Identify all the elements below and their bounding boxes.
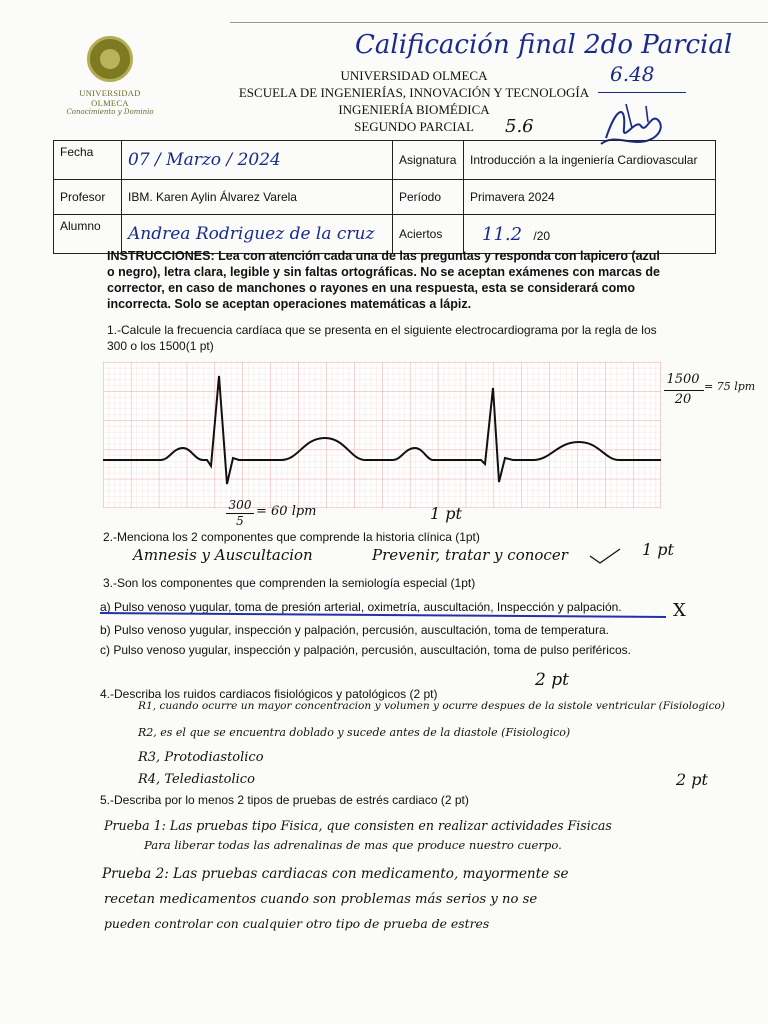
ecg-strip: [103, 362, 661, 508]
question-3: 3.-Son los componentes que comprenden la semiología especial (1pt): [103, 576, 476, 590]
calc-right-num: 1500: [666, 372, 700, 387]
check-mark-icon: [588, 546, 622, 566]
periodo-label: Período: [393, 180, 464, 215]
grade-title: Calificación final 2do Parcial: [355, 30, 733, 60]
fecha-label: Fecha: [54, 141, 122, 180]
calc-right-den: 20: [674, 392, 692, 407]
partial-score: 5.6: [505, 116, 534, 137]
prueba-2-line-1: Prueba 2: Las pruebas cardiacas con medicamento, mayormente se: [102, 866, 569, 882]
alumno-value: Andrea Rodriguez de la cruz: [122, 215, 393, 254]
q4-score: 2 pt: [535, 670, 569, 690]
aciertos-total: /20: [533, 228, 551, 243]
q4-r3: R3, Protodiastolico: [138, 750, 264, 765]
q5-score: 2 pt: [676, 770, 708, 789]
question-1: 1.-Calcule la frecuencia cardíaca que se presenta en el siguiente electrocardiograma por la regla de los 300 o los 1500(1 pt): [107, 323, 657, 353]
aciertos-value: 11.2: [482, 223, 523, 245]
q4-r4: R4, Telediastolico: [138, 772, 255, 787]
logo-name: UNIVERSIDAD OLMECA: [79, 88, 141, 108]
prueba-1-line-1: Prueba 1: Las pruebas tipo Fisica, que consisten en realizar actividades Fisicas: [104, 818, 612, 833]
q1-score: 1 pt: [430, 504, 462, 523]
header-school: ESCUELA DE INGENIERÍAS, INNOVACIÓN Y TECNOLOGÍA: [238, 85, 590, 100]
periodo-value: Primavera 2024: [464, 180, 716, 215]
alumno-label: Alumno: [54, 215, 122, 254]
seal-icon: [87, 36, 133, 82]
calc-bottom-num: 300: [228, 498, 252, 512]
calc-bottom-den: 5: [236, 514, 244, 528]
q3-option-c: c) Pulso venoso yugular, inspección y palpación, percusión, auscultación, toma de pulso periféricos.: [100, 643, 631, 657]
q2-score: 1 pt: [642, 540, 674, 559]
question-5: 5.-Describa por lo menos 2 tipos de pruebas de estrés cardiaco (2 pt): [100, 793, 469, 807]
profesor-value: IBM. Karen Aylin Álvarez Varela: [122, 180, 393, 215]
question-4: 4.-Describa los ruidos cardiacos fisiológicos y patológicos (2 pt): [100, 687, 438, 701]
ecg-grid: [103, 362, 661, 508]
info-table: [53, 140, 716, 254]
calc-bottom-result: = 60 lpm: [256, 504, 317, 519]
fecha-value: 07 / Marzo / 2024: [122, 141, 393, 180]
q2-answer-b: Prevenir, tratar y conocer: [372, 546, 568, 564]
university-logo: [60, 36, 160, 116]
q4-r2: R2, es el que se encuentra doblado y sucede antes de la diastole (Fisiologico): [138, 726, 571, 739]
logo-motto: Conocimiento y Dominio: [66, 108, 154, 116]
calc-right-bar: [664, 390, 704, 391]
question-2: 2.-Menciona los 2 componentes que comprende la historia clínica (1pt): [103, 530, 480, 544]
calc-right-result: = 75 lpm: [704, 380, 756, 393]
final-score: 6.48: [610, 62, 655, 86]
q2-answer-a: Amnesis y Auscultacion: [133, 546, 313, 564]
q3-option-b: b) Pulso venoso yugular, inspección y palpación, percusión, auscultación, toma de temperatura.: [100, 623, 609, 637]
instructions: INSTRUCCIONES: Lea con atención cada una de las preguntas y responda con lapicero (azul o negro), letra clara, legible y sin faltas ortográficas. No se aceptan exámenes con marcas de corrector, en caso de manchones o rayones en una respuesta, esta se considerará como incorrecta. Solo se aceptan operaciones matemáticas a lápiz.: [107, 249, 660, 311]
q3-option-a: a) Pulso venoso yugular, toma de presión arterial, oximetría, auscultación, Inspección y palpación.: [100, 600, 622, 614]
header-university: UNIVERSIDAD OLMECA: [340, 68, 488, 83]
q4-r1: R1, cuando ocurre un mayor concentracion y volumen y ocurre despues de la sistole ventricular (Fisiologico): [138, 700, 726, 712]
prueba-2-line-3: pueden controlar con cualquier otro tipo de prueba de estres: [104, 916, 490, 931]
q3-mark: X: [673, 600, 686, 621]
header-exam: SEGUNDO PARCIAL: [354, 119, 474, 134]
aciertos-label: Aciertos: [393, 215, 464, 254]
top-rule: [230, 22, 768, 23]
prueba-2-line-2: recetan medicamentos cuando son problemas más serios y no se: [104, 892, 538, 907]
score-underline: [598, 92, 686, 93]
document-header: [234, 67, 594, 135]
asignatura-label: Asignatura: [393, 141, 464, 180]
asignatura-value: Introducción a la ingeniería Cardiovascular: [464, 141, 716, 180]
header-program: INGENIERÍA BIOMÉDICA: [338, 102, 490, 117]
prueba-1-line-2: Para liberar todas las adrenalinas de mas que produce nuestro cuerpo.: [144, 838, 562, 852]
profesor-label: Profesor: [54, 180, 122, 215]
